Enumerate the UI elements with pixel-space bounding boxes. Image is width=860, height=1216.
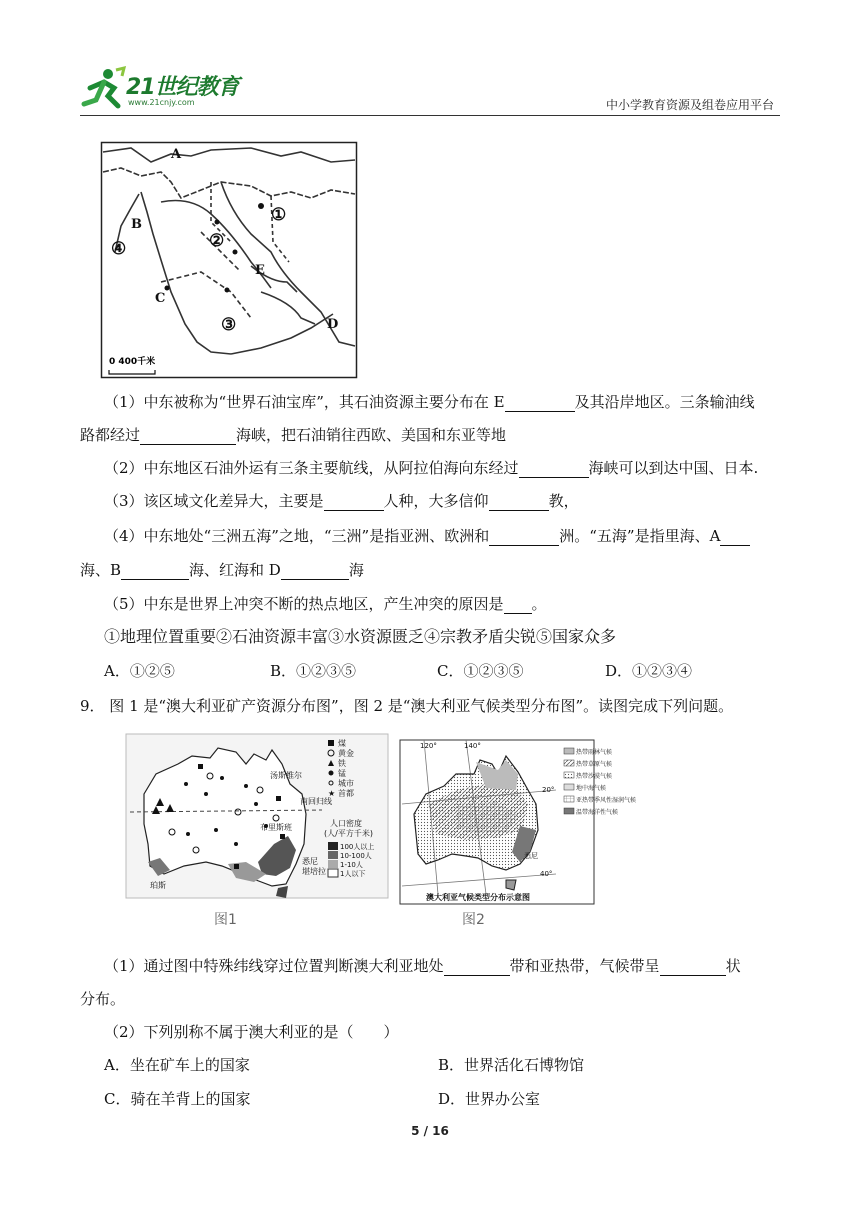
- q8-part1-line2: 路都经过 海峡，把石油销往西欧、美国和东亚等地: [80, 426, 507, 444]
- logo-text: 21世纪教育: [126, 75, 239, 100]
- density-level-2: 10-100人: [340, 852, 372, 860]
- map-scale-label: 0 400千米: [109, 357, 156, 367]
- q9-part1-line2: 分布。: [80, 990, 126, 1008]
- label-tropic: 南回归线: [300, 797, 332, 806]
- q9-blank-zone[interactable]: [444, 958, 510, 976]
- map-label-region-2: ②: [209, 231, 225, 251]
- legend-capital: 首都: [338, 789, 354, 798]
- map-label-region-4: ④: [111, 239, 127, 259]
- q9-stem: 9． 图 1 是“澳大利亚矿产资源分布图”，图 2 是“澳大利亚气候类型分布图”。读图完成下列问题。: [80, 697, 734, 715]
- middle-east-map: [101, 142, 357, 378]
- q8-part4-line1: （4）中东地处“三洲五海”之地，“三洲”是指亚洲、欧洲和 洲。“五海”是指里海、A: [104, 526, 750, 546]
- q8-blank-sea-a[interactable]: [720, 528, 750, 546]
- page-header: [80, 66, 780, 114]
- label-canberra: 堪培拉: [302, 867, 326, 876]
- map-label-c: C: [155, 291, 166, 306]
- label-townsville: 汤斯维尔: [270, 771, 302, 780]
- q9-option-a[interactable]: A．坐在矿车上的国家: [104, 1056, 250, 1074]
- runner-logo-icon: [80, 66, 126, 110]
- site-logo: [80, 66, 260, 112]
- q9-part2: （2）下列别称不属于澳大利亚的是（ ）: [104, 1023, 399, 1041]
- figure-1-minerals-map: [126, 734, 388, 928]
- q9-option-c[interactable]: C．骑在羊背上的国家: [104, 1090, 251, 1108]
- legend-gold: 黄金: [338, 749, 354, 758]
- q8-part5: （5）中东是世界上冲突不断的热点地区，产生冲突的原因是 。: [104, 595, 547, 613]
- q8-blank-sea-b[interactable]: [121, 562, 189, 580]
- q8-option-a[interactable]: A．①②⑤: [104, 662, 175, 680]
- map-label-d: D: [327, 317, 339, 332]
- legend-city: 城市: [338, 779, 354, 788]
- climate-legend-2: 热带草原气候: [576, 761, 613, 768]
- q8-blank-sea-d[interactable]: [281, 562, 349, 580]
- map-label-e: E: [255, 263, 265, 278]
- q8-part3: （3）该区域文化差异大，主要是 人种，大多信仰 教，: [104, 492, 579, 510]
- q8-part1-line1: （1）中东被称为“世界石油宝库”，其石油资源主要分布在 E 及其沿岸地区。三条输油线: [104, 393, 755, 411]
- logo-url: www.21cnjy.com: [128, 98, 195, 107]
- figure-1-caption: 图1: [214, 912, 237, 928]
- q9-option-d[interactable]: D．世界办公室: [438, 1090, 541, 1108]
- figure-2-title: 澳大利亚气候类型分布示意图: [426, 893, 530, 902]
- climate-legend-6: 温带海洋性气候: [576, 809, 619, 816]
- q8-option-d[interactable]: D．①②③④: [605, 662, 693, 680]
- q8-blank-conflict[interactable]: [504, 596, 532, 614]
- q8-part5-items: ①地理位置重要②石油资源丰富③水资源匮乏④宗教矛盾尖锐⑤国家众多: [104, 627, 617, 646]
- lat-20-label: 20°: [542, 786, 555, 794]
- q9-blank-distribution[interactable]: [660, 958, 726, 976]
- q8-blank-strait[interactable]: [140, 427, 236, 445]
- q8-blank-e[interactable]: [505, 394, 575, 412]
- density-level-4: 1人以下: [340, 870, 366, 878]
- density-level-1: 100人以上: [340, 843, 375, 851]
- map-label-a: A: [171, 147, 182, 162]
- legend-coal: 煤: [338, 739, 346, 748]
- map-label-region-3: ③: [221, 315, 237, 335]
- label-sydney: 悉尼: [302, 857, 318, 866]
- climate-legend-4: 地中海气候: [576, 785, 607, 792]
- figure-2-climate-map: [400, 740, 636, 928]
- legend-iron: 铁: [338, 759, 346, 768]
- density-level-3: 1-10人: [340, 861, 363, 869]
- q9-part1-line1: （1）通过图中特殊纬线穿过位置判断澳大利亚地处 带和亚热带，气候带呈 状: [104, 957, 741, 975]
- q9-option-b[interactable]: B．世界活化石博物馆: [438, 1056, 585, 1074]
- lat-40-label: 40°: [540, 870, 553, 878]
- q8-part4-line2: 海、B 海、红海和 D 海: [80, 561, 364, 579]
- header-divider: [80, 115, 780, 116]
- label-perth: 珀斯: [150, 881, 166, 890]
- page-number: 5 / 16: [411, 1124, 449, 1138]
- q8-blank-religion[interactable]: [489, 493, 549, 511]
- q8-blank-race[interactable]: [324, 493, 384, 511]
- climate-legend-3: 热带沙漠气候: [576, 773, 613, 780]
- q8-part2: （2）中东地区石油外运有三条主要航线，从阿拉伯海向东经过 海峡可以到达中国、日本.: [104, 459, 759, 477]
- climate-legend-1: 热带雨林气候: [576, 749, 613, 756]
- density-title: 人口密度: [330, 819, 362, 828]
- density-unit: (人/平方千米): [324, 829, 373, 838]
- map-label-b: B: [131, 217, 142, 232]
- q8-option-c[interactable]: C．①②③⑤: [437, 662, 524, 680]
- legend-manganese: 锰: [338, 769, 346, 778]
- q8-blank-continent[interactable]: [489, 528, 559, 546]
- q8-option-b[interactable]: B．①②③⑤: [270, 662, 357, 680]
- label-brisbane: 布里斯班: [260, 823, 292, 832]
- climate-legend-5: 亚热带季风性湿润气候: [576, 797, 637, 804]
- svg-text:★: ★: [328, 789, 336, 798]
- map-label-region-1: ①: [271, 205, 287, 225]
- fig2-sydney-label: 悉尼: [524, 852, 538, 860]
- figure-2-caption: 图2: [462, 912, 485, 928]
- australia-maps: [126, 734, 637, 934]
- platform-name: 中小学教育资源及组卷应用平台: [605, 98, 774, 112]
- lon-140-label: 140°: [464, 742, 481, 750]
- q8-blank-strait-east[interactable]: [519, 460, 589, 478]
- lon-120-label: 120°: [420, 742, 437, 750]
